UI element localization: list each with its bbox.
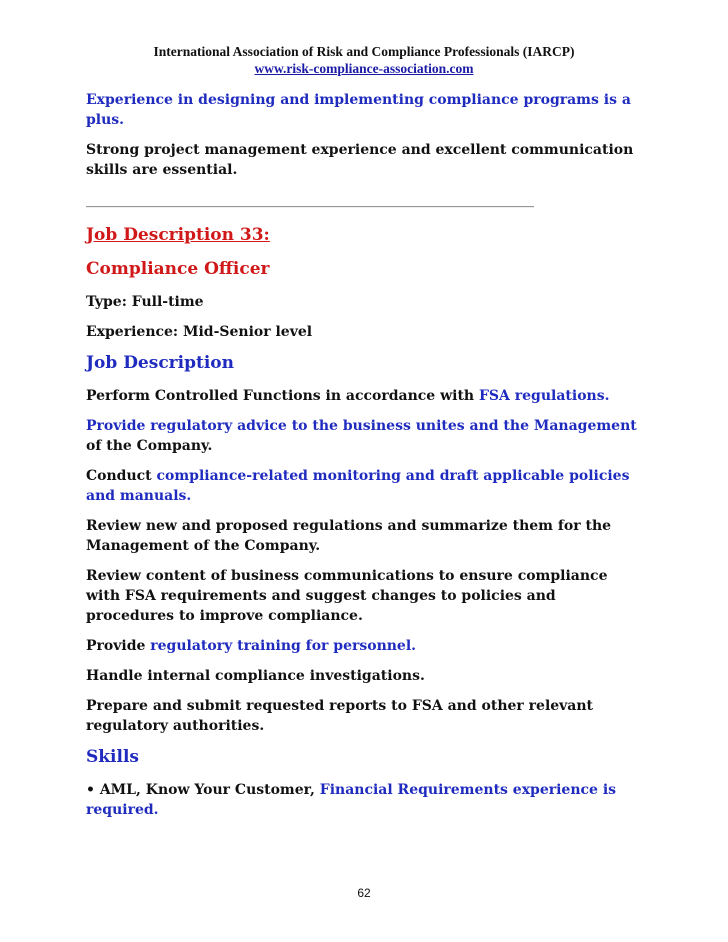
page-header <box>0 43 728 77</box>
duty-3-highlight: compliance-related monitoring and draft applicable policies and manuals. <box>86 468 630 504</box>
job-title: Compliance Officer <box>86 259 270 279</box>
duty-7: Handle internal compliance investigations. <box>86 668 425 684</box>
duty-4: Review new and proposed regulations and summarize them for the Management of the Company. <box>86 518 612 554</box>
duty-6-highlight: regulatory training for personnel. <box>150 638 417 654</box>
intro-line-2: Strong project management experience and excellent communication skills are essential. <box>86 142 634 178</box>
duty-1-highlight: FSA regulations. <box>478 388 610 404</box>
duty-5: Review content of business communications to ensure compliance with FSA requirements and suggest changes to policies and procedures to improve compliance. <box>86 568 608 624</box>
duty-3 <box>86 466 646 506</box>
duty-8: Prepare and submit requested reports to FSA and other relevant regulatory authorities. <box>86 698 594 734</box>
header-organization: International Association of Risk and Compliance Professionals (IARCP) <box>153 44 575 59</box>
skill-1-highlight: Financial Requirements experience is required. <box>86 782 617 818</box>
duty-1 <box>86 386 646 406</box>
page-number: 62 <box>357 886 371 900</box>
job-type: Type: Full-time <box>86 294 204 310</box>
duty-6-text: Provide <box>86 638 151 654</box>
job-experience: Experience: Mid-Senior level <box>86 324 313 340</box>
section-skills: Skills <box>86 747 140 767</box>
page-content <box>86 90 646 830</box>
skill-1-text: • AML, Know Your Customer, <box>86 782 320 798</box>
duty-1-text: Perform Controlled Functions in accordance with <box>86 388 479 404</box>
header-website-link[interactable]: www.risk-compliance-association.com <box>254 61 474 76</box>
duty-6 <box>86 636 646 656</box>
intro-line-1: Experience in designing and implementing compliance programs is a plus. <box>86 92 631 128</box>
skill-1 <box>86 780 646 820</box>
duty-3-text: Conduct <box>86 468 157 484</box>
duty-2-highlight: Provide regulatory advice to the business unites and the Management <box>86 418 637 434</box>
section-job-description: Job Description <box>86 353 234 373</box>
separator-rule: ________________________________________________________________ <box>86 192 534 208</box>
duty-2-text: of the Company. <box>86 438 213 454</box>
duty-2 <box>86 416 646 456</box>
job-description-heading: Job Description 33: <box>86 225 270 245</box>
